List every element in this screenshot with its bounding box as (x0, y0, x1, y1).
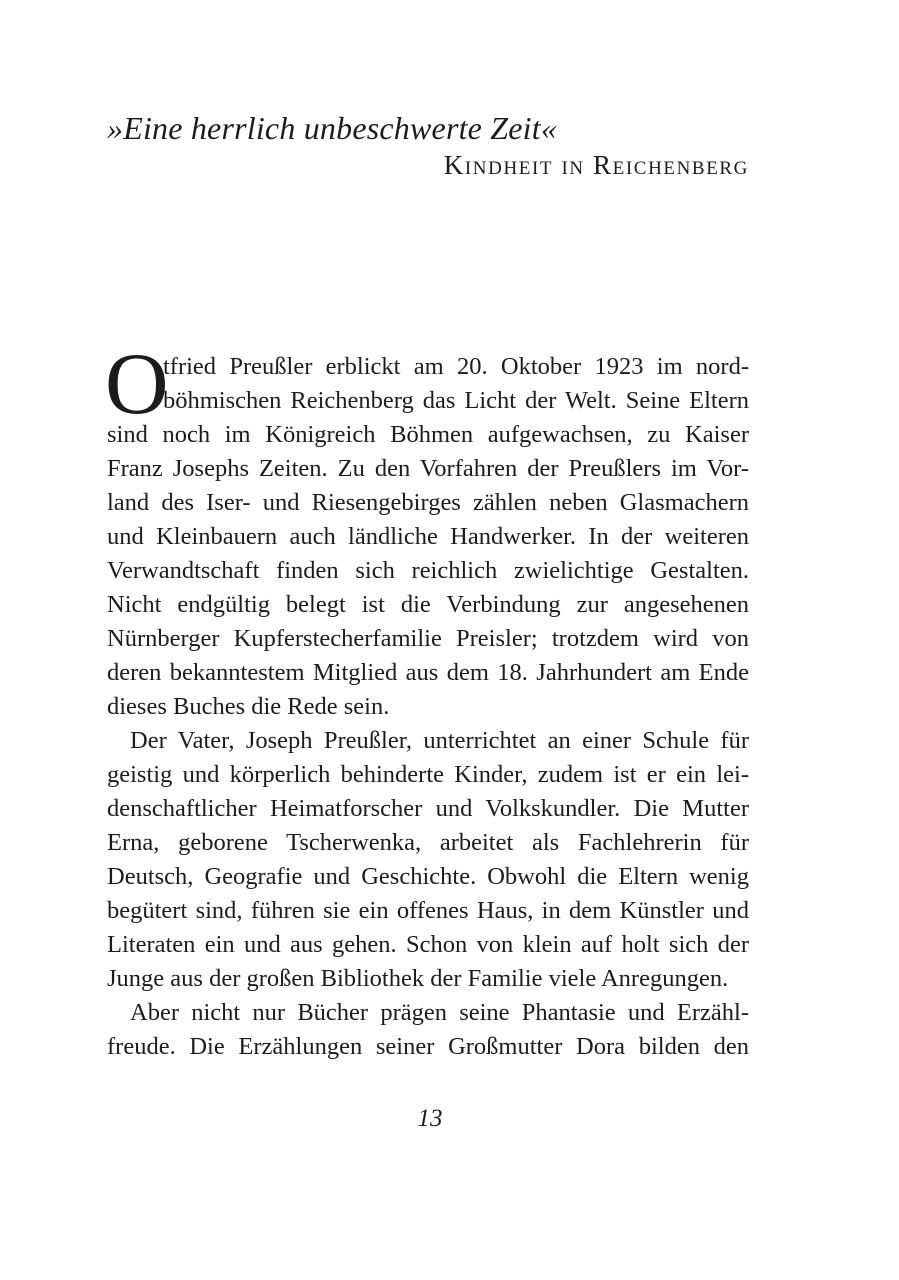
text-line: Nicht endgültig belegt ist die Verbindung zur angesehenen (107, 591, 749, 618)
chapter-title: »Eine herrlich unbeschwerte Zeit« (107, 110, 558, 146)
text-line: begütert sind, führen sie ein offenes Haus, in dem Künstler und (107, 897, 749, 924)
text-line: geistig und körperlich behinderte Kinder, zudem ist er ein lei- (107, 761, 749, 788)
text-line: Erna, geborene Tscherwenka, arbeitet als Fachlehrerin für (107, 829, 749, 856)
text-line: Junge aus der großen Bibliothek der Familie viele Anregungen. (107, 965, 729, 992)
text-line: böhmischen Reichenberg das Licht der Welt. Seine Eltern (163, 387, 749, 414)
text-line: Literaten ein und aus gehen. Schon von klein auf holt sich der (107, 931, 749, 958)
text-line: sind noch im Königreich Böhmen aufgewachsen, zu Kaiser (107, 421, 749, 448)
text-line: Aber nicht nur Bücher prägen seine Phantasie und Erzähl- (130, 999, 749, 1026)
text-line: Deutsch, Geografie und Geschichte. Obwohl die Eltern wenig (107, 863, 749, 890)
text-line: dieses Buches die Rede sein. (107, 693, 390, 720)
text-line: und Kleinbauern auch ländliche Handwerker. In der weiteren (107, 523, 749, 550)
text-line: freude. Die Erzählungen seiner Großmutter Dora bilden den (107, 1033, 749, 1060)
text-line: denschaftlicher Heimatforscher und Volkskundler. Die Mutter (107, 795, 749, 822)
text-line: Der Vater, Joseph Preußler, unterrichtet an einer Schule für (130, 727, 749, 754)
page-number: 13 (417, 1105, 443, 1132)
text-line: deren bekanntestem Mitglied aus dem 18. Jahrhundert am Ende (107, 659, 749, 686)
text-line: land des Iser- und Riesengebirges zählen neben Glasmachern (107, 489, 749, 516)
body-text (105, 336, 749, 1064)
text-line: Franz Josephs Zeiten. Zu den Vorfahren der Preußlers im Vor- (107, 455, 749, 482)
drop-cap: O (105, 336, 169, 433)
text-line: Nürnberger Kupferstecherfamilie Preisler; trotzdem wird von (107, 625, 749, 652)
chapter-subtitle: Kindheit in Reichenberg (443, 150, 749, 180)
text-line: Verwandtschaft finden sich reichlich zwielichtige Gestalten. (107, 557, 749, 584)
text-line: tfried Preußler erblickt am 20. Oktober 1923 im nord- (163, 353, 749, 380)
